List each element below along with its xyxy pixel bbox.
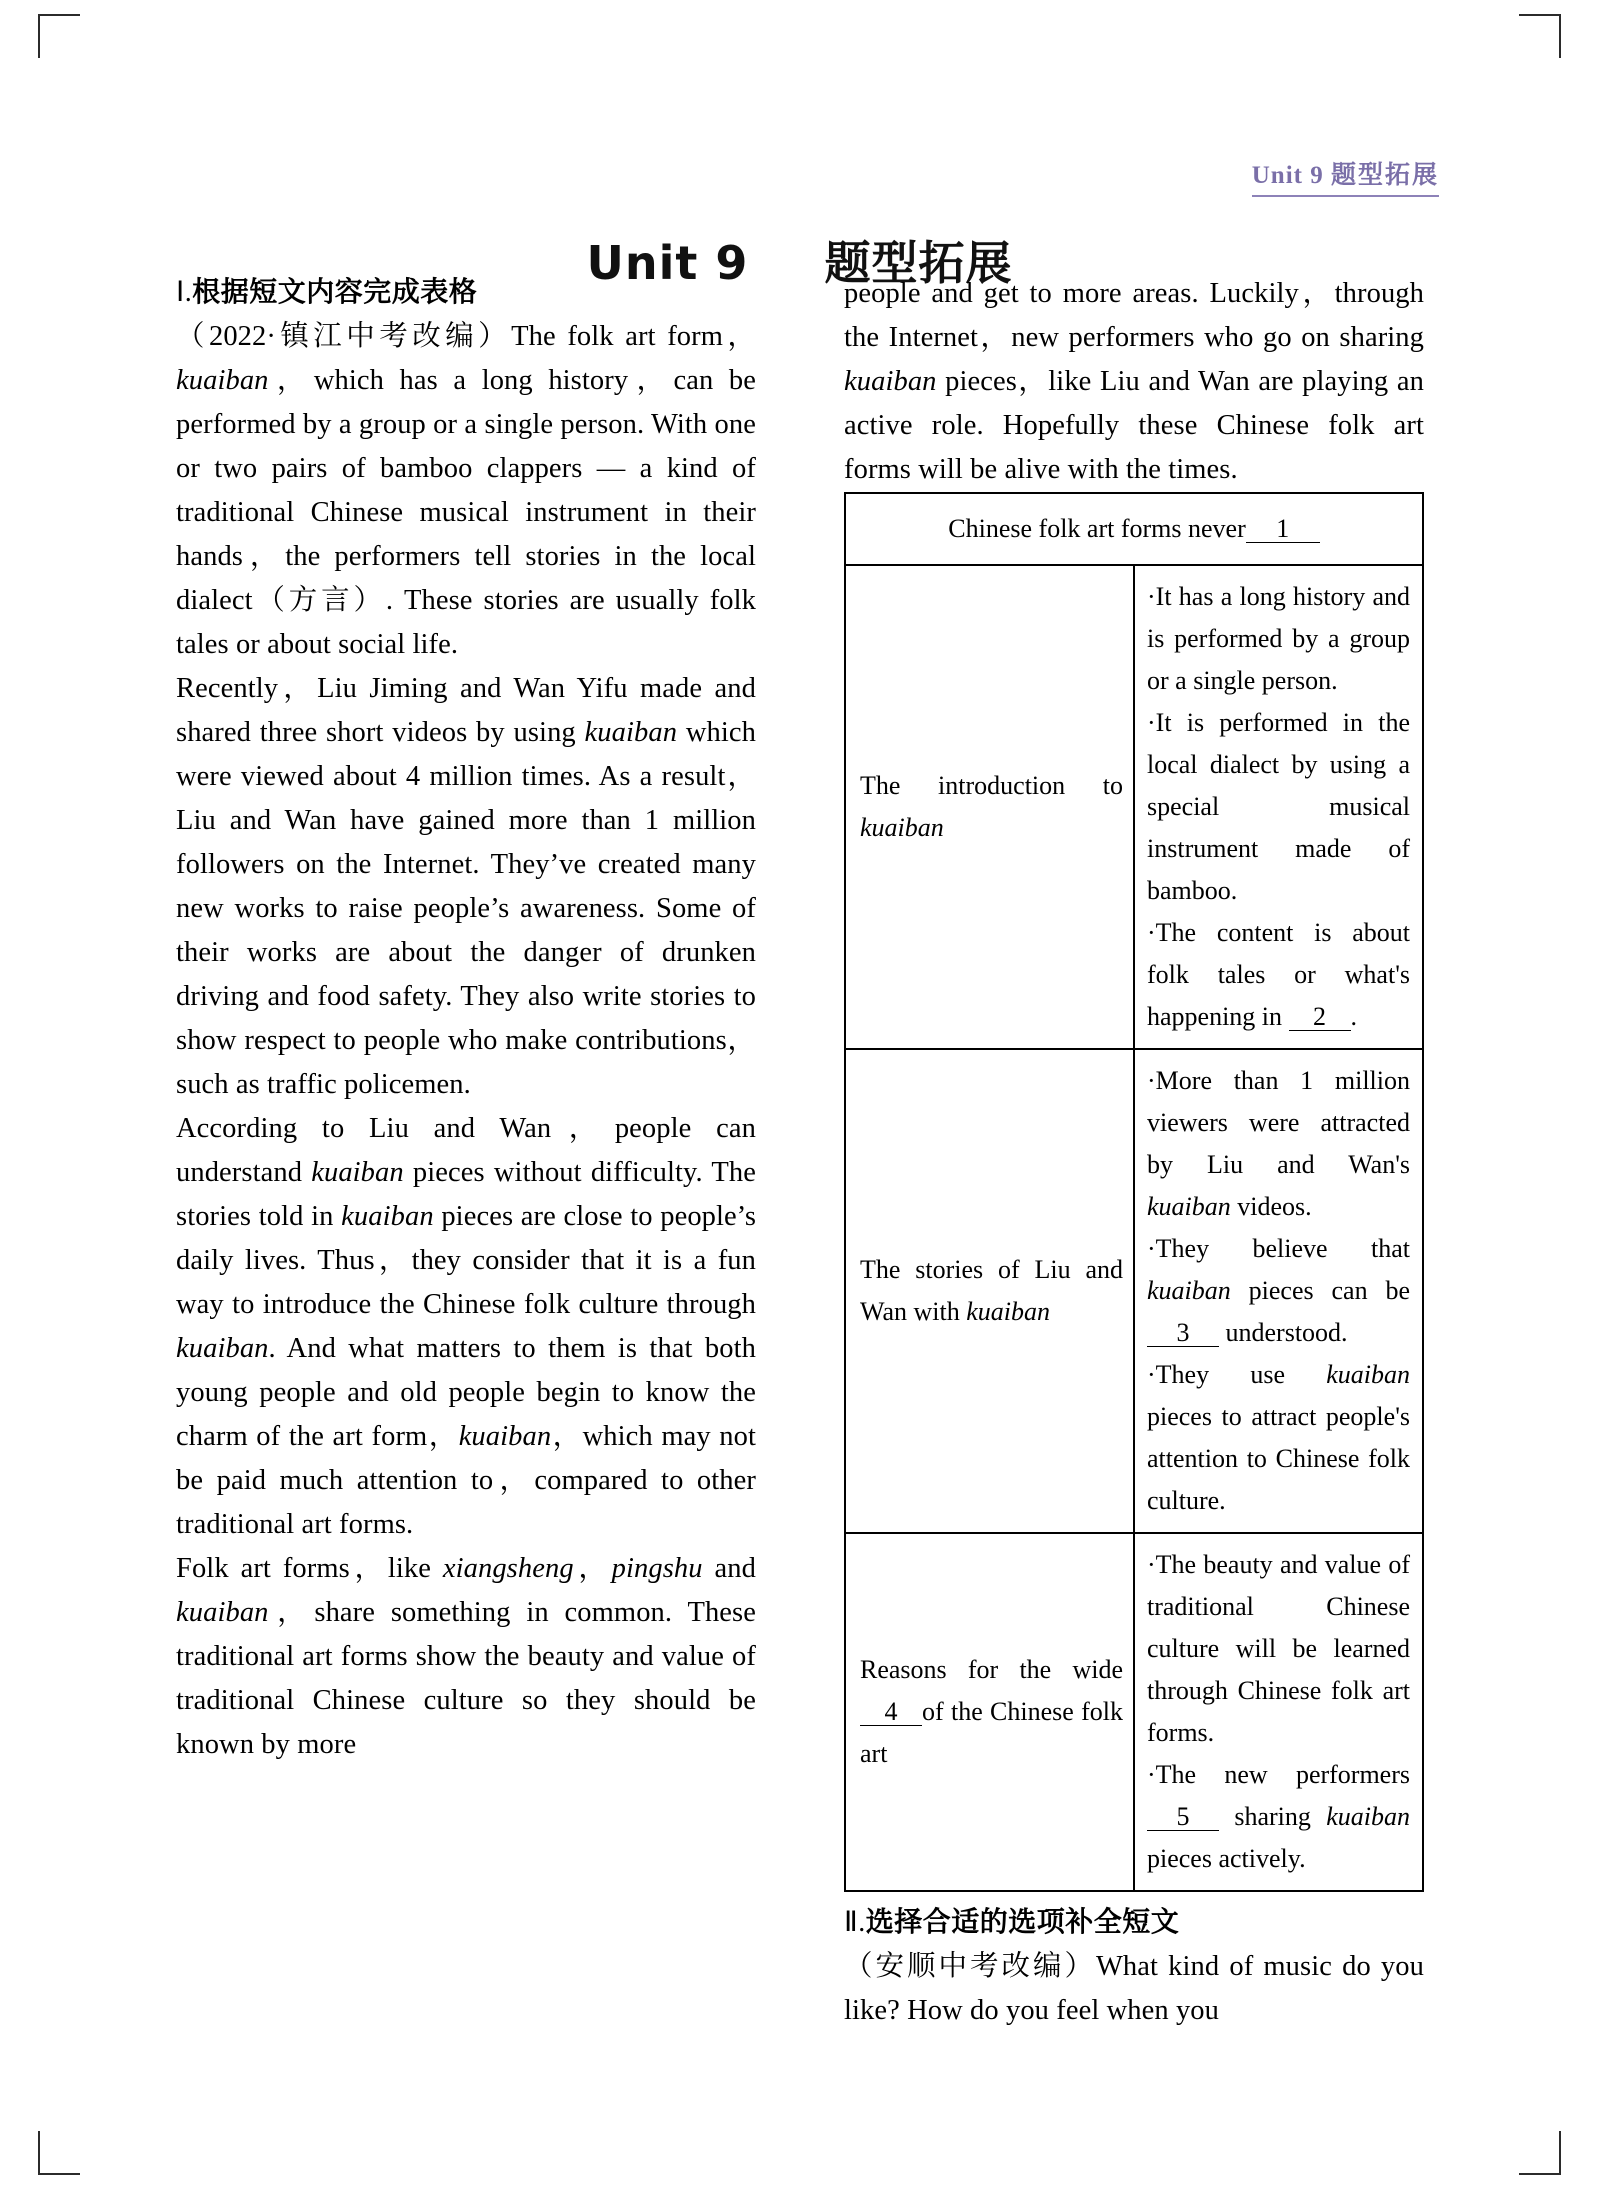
table-row-1-bullet-2: · It is performed in the local dialect by using a special musical instrument made of bamboo. — [1147, 702, 1410, 912]
table-row-2-bullet-1-a: More than 1 million viewers were attracted by Liu and Wan's — [1147, 1066, 1410, 1179]
table-row-2-bullet-2-b: kuaiban — [1147, 1276, 1231, 1305]
table-blank-5[interactable]: 5 — [1147, 1803, 1219, 1831]
section-one-paragraph-2: Recently，Liu Jiming and Wan Yifu made and shared three short videos by using kuaiban which were viewed about 4 million times. As a result，Liu and Wan have gained more than 1 million followers on the Internet. They’ve created many new works to raise people’s awareness. Some of their works are about the danger of drunken driving and food safety. They also write stories to show respect to people who make contributions，such as traffic policemen. — [176, 673, 756, 1100]
right-column — [844, 272, 1424, 2033]
table-row-3-key-post: of the Chinese folk art — [860, 1697, 1123, 1768]
section-one-source: （2022·镇江中考改编） — [176, 321, 512, 352]
table-row-3-key — [845, 1533, 1134, 1891]
table-row-2-bullet-1 — [1147, 1060, 1410, 1228]
table-row-1-value — [1134, 565, 1423, 1049]
table-row-3-value — [1134, 1533, 1423, 1891]
answer-table — [844, 492, 1424, 1892]
crop-mark-top-left — [38, 14, 80, 58]
section-two-text: What kind of music do you like? How do you feel when you — [844, 1951, 1424, 2026]
table-row-2-bullet-2-a: They believe that — [1155, 1234, 1410, 1263]
page-title-unit: Unit 9 — [586, 235, 749, 290]
table-row-2-key-text: The stories of Liu and Wan with — [860, 1255, 1123, 1326]
table-blank-3[interactable]: 3 — [1147, 1319, 1219, 1347]
section-two-number: Ⅱ. — [844, 1907, 866, 1938]
section-two-source: （安顺中考改编） — [844, 1951, 1096, 1982]
table-header-row — [845, 493, 1423, 565]
table-row — [845, 1533, 1423, 1891]
table-row-3-bullet-1: · The beauty and value of traditional Chinese culture will be learned through Chinese folk art forms. — [1147, 1544, 1410, 1754]
section-one-number: Ⅰ. — [176, 277, 193, 308]
crop-mark-bottom-left — [38, 2131, 80, 2175]
section-one-paragraph-4a: Folk art forms，like xiangsheng，pingshu and kuaiban，share something in common. These traditional art forms show the beauty and value of traditional Chinese culture so they should be known by more — [176, 1553, 756, 1760]
section-two-heading — [844, 1902, 1424, 1943]
table-row-1-bullet-3-text: The content is about folk tales or what's happening in — [1147, 918, 1410, 1031]
table-row — [845, 565, 1423, 1049]
table-row-2-bullet-3-c: pieces to attract people's attention to Chinese folk culture. — [1147, 1402, 1410, 1515]
two-column-body — [176, 272, 1425, 2026]
left-column — [176, 272, 756, 1767]
section-one-paragraph-3: According to Liu and Wan，people can understand kuaiban pieces without difficulty. The stories told in kuaiban pieces are close to people’s daily lives. Thus，they consider that it is a fun way to introduce the Chinese folk culture through kuaiban. And what matters to them is that both young people and old people begin to know the charm of the art form，kuaiban，which may not be paid much attention to，compared to other traditional art forms. — [176, 1113, 757, 1540]
section-one-title: 根据短文内容完成表格 — [192, 275, 478, 308]
section-two-title: 选择合适的选项补全短文 — [865, 1905, 1180, 1938]
crop-mark-top-right — [1519, 14, 1561, 58]
running-head-topic: 题型拓展 — [1330, 160, 1439, 189]
table-row-3-key-pre: Reasons for the wide — [860, 1655, 1123, 1684]
table-row-2-bullet-2-c: pieces can be — [1230, 1276, 1410, 1305]
table-row-1-bullet-3-tail: . — [1350, 1002, 1358, 1031]
table-header-text: Chinese folk art forms never — [948, 514, 1246, 543]
table-row-2-bullet-2 — [1147, 1228, 1410, 1354]
table-row-2-bullet-3 — [1147, 1354, 1410, 1522]
table-row-3-bullet-2-a: The new performers — [1155, 1760, 1410, 1789]
running-head-unit: Unit 9 — [1251, 162, 1324, 189]
table-row-1-bullet-3 — [1147, 912, 1410, 1038]
table-row-2-bullet-1-c: videos. — [1230, 1192, 1312, 1221]
table-row-1-key-italic: kuaiban — [860, 813, 944, 842]
table-row-2-key-italic: kuaiban — [966, 1297, 1050, 1326]
table-row-3-bullet-2-b: sharing — [1219, 1802, 1327, 1831]
table-row-2-bullet-2-d: understood. — [1219, 1318, 1348, 1347]
table-blank-2[interactable]: 2 — [1289, 1003, 1351, 1031]
table-row-2-bullet-3-b: kuaiban — [1326, 1360, 1410, 1389]
running-head — [1252, 155, 1439, 197]
table-header-blank[interactable]: 1 — [1246, 515, 1320, 543]
table-blank-4[interactable]: 4 — [860, 1698, 922, 1726]
table-row — [845, 1049, 1423, 1533]
section-one-heading — [176, 272, 756, 313]
table-row-1-key-text: The introduction to — [860, 771, 1123, 800]
table-row-1-bullet-1: · It has a long history and is performed by a group or a single person. — [1147, 576, 1410, 702]
table-header-cell — [845, 493, 1423, 565]
table-row-2-key — [845, 1049, 1134, 1533]
table-row-1-key — [845, 565, 1134, 1049]
crop-mark-bottom-right — [1519, 2131, 1561, 2175]
table-row-2-bullet-3-a: They use — [1155, 1360, 1327, 1389]
page-title-topic: 题型拓展 — [824, 235, 1013, 290]
table-row-3-bullet-2 — [1147, 1754, 1410, 1880]
table-row-2-bullet-1-b: kuaiban — [1147, 1192, 1231, 1221]
section-one-paragraph-4b: people and get to more areas. Luckily，through the Internet，new performers who go on sharing kuaiban pieces，like Liu and Wan are playing an active role. Hopefully these Chinese folk art forms will be alive with the times. — [844, 278, 1425, 485]
section-one-paragraph-1: （2022·镇江中考改编）The folk art form，kuaiban，which has a long history，can be performed by a group or a single person. With one or two pairs of bamboo clappers — a kind of traditional Chinese musical instrument in their hands，the performers tell stories in the local dialect（方言）. These stories are usually folk tales or about social life. — [176, 321, 756, 660]
table-row-3-bullet-2-d: pieces actively. — [1147, 1844, 1306, 1873]
table-row-2-value — [1134, 1049, 1423, 1533]
table-row-3-bullet-2-c: kuaiban — [1326, 1802, 1410, 1831]
section-two-paragraph — [844, 1945, 1424, 2033]
